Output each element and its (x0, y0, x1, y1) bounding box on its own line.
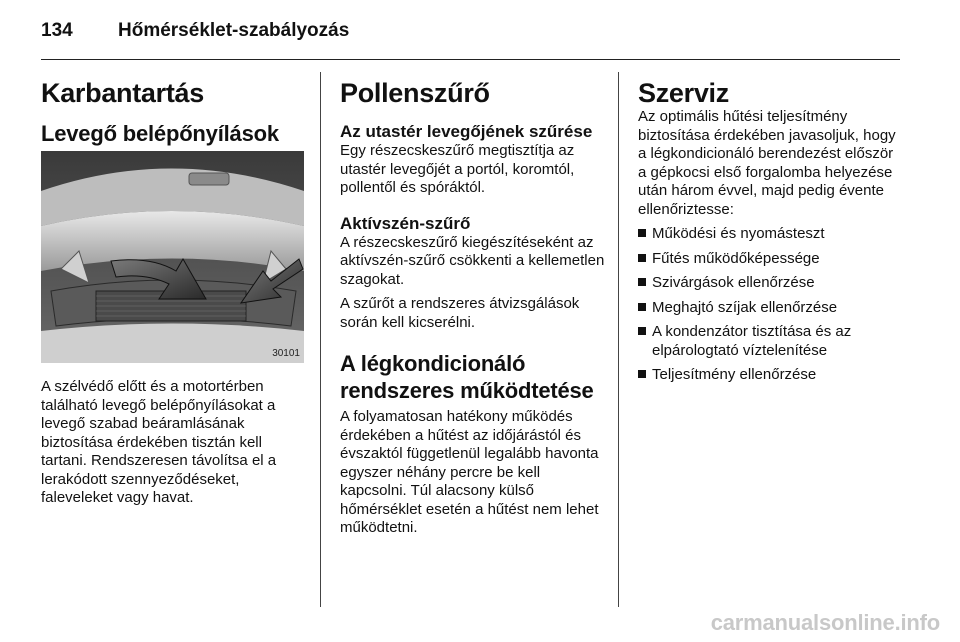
column-divider-2 (618, 72, 619, 607)
checklist-item: Teljesítmény ellenőrzése (638, 366, 903, 385)
checklist-item: A kondenzátor tisztítása és az elpárologtató víztelenítése (638, 323, 903, 360)
header-divider (41, 59, 900, 60)
air-intake-figure (41, 151, 304, 363)
air-intake-heading: Levegő belépőnyílások (41, 121, 279, 146)
bullet-icon (638, 254, 646, 262)
bullet-icon (638, 303, 646, 311)
ac-operation-body: A folyamatosan hatékony működés érdekében a hűtést az időjárástól és évszaktól függetlenül legalább havonta egyszer néhány percre be kell kapcsolni. Túl alacsony külső hőmérséklet esetén a hűtést nem lehet működtetni. (340, 408, 599, 536)
checklist-item: Fűtés működőképessége (638, 250, 903, 269)
section-title: Hőmérséklet-szabályozás (118, 20, 350, 41)
checklist-item: Működési és nyomásteszt (638, 225, 903, 244)
cabin-air-heading: Az utastér levegőjének szűrése (340, 122, 593, 141)
bullet-icon (638, 229, 646, 237)
cabin-air-body: Egy részecskeszűrő megtisztítja az utastér levegőjét a portól, koromtól, pollentől és spóráktól. (340, 142, 575, 196)
maintenance-heading: Karbantartás (41, 78, 204, 108)
page-number: 134 (41, 20, 73, 41)
ac-operation-heading-line2: rendszeres működtetése (340, 378, 594, 403)
bullet-icon (638, 370, 646, 378)
carbon-filter-body: A részecskeszűrő kiegészítéseként az aktívszén-szűrő csökkenti a kellemetlen szagokat. (340, 233, 605, 288)
checklist-item: Szivárgások ellenőrzése (638, 274, 903, 293)
bullet-icon (638, 327, 646, 335)
checklist-item: Meghajtó szíjak ellenőrzése (638, 299, 903, 318)
ac-operation-heading-line1: A légkondicionáló (340, 351, 526, 376)
watermark: carmanualsonline.info (710, 610, 940, 635)
column-maintenance (41, 78, 304, 147)
column-pollen-filter (340, 78, 605, 538)
service-heading: Szerviz (638, 78, 729, 108)
air-intake-illustration (41, 151, 304, 363)
pollen-filter-heading: Pollenszűrő (340, 78, 490, 108)
figure-number: 30101 (272, 348, 300, 359)
service-body: Az optimális hűtési teljesítmény biztosítása érdekében javasoljuk, hogy a légkondicionáló berendezést először a gépkocsi első forgalomba helyezése után három évvel, majd pedig évente ellenőriztesse: (638, 108, 896, 218)
air-intake-text (41, 378, 306, 508)
column-divider-1 (320, 72, 321, 607)
air-intake-body: A szélvédő előtt és a motortérben található levegő belépőnyílásokat a levegő szabad beáramlásának biztosítása érdekében tisztán kell tartani. Rendszeresen távolítsa el a lerakódott szennyeződéseket, faleveleket vagy havat. (41, 378, 277, 506)
column-service (638, 78, 903, 385)
carbon-filter-replace-body: A szűrőt a rendszeres átvizsgálások során kell kicserélni. (340, 295, 580, 331)
service-checklist (638, 225, 903, 385)
bullet-icon (638, 278, 646, 286)
carbon-filter-heading: Aktívszén-szűrő (340, 213, 471, 233)
